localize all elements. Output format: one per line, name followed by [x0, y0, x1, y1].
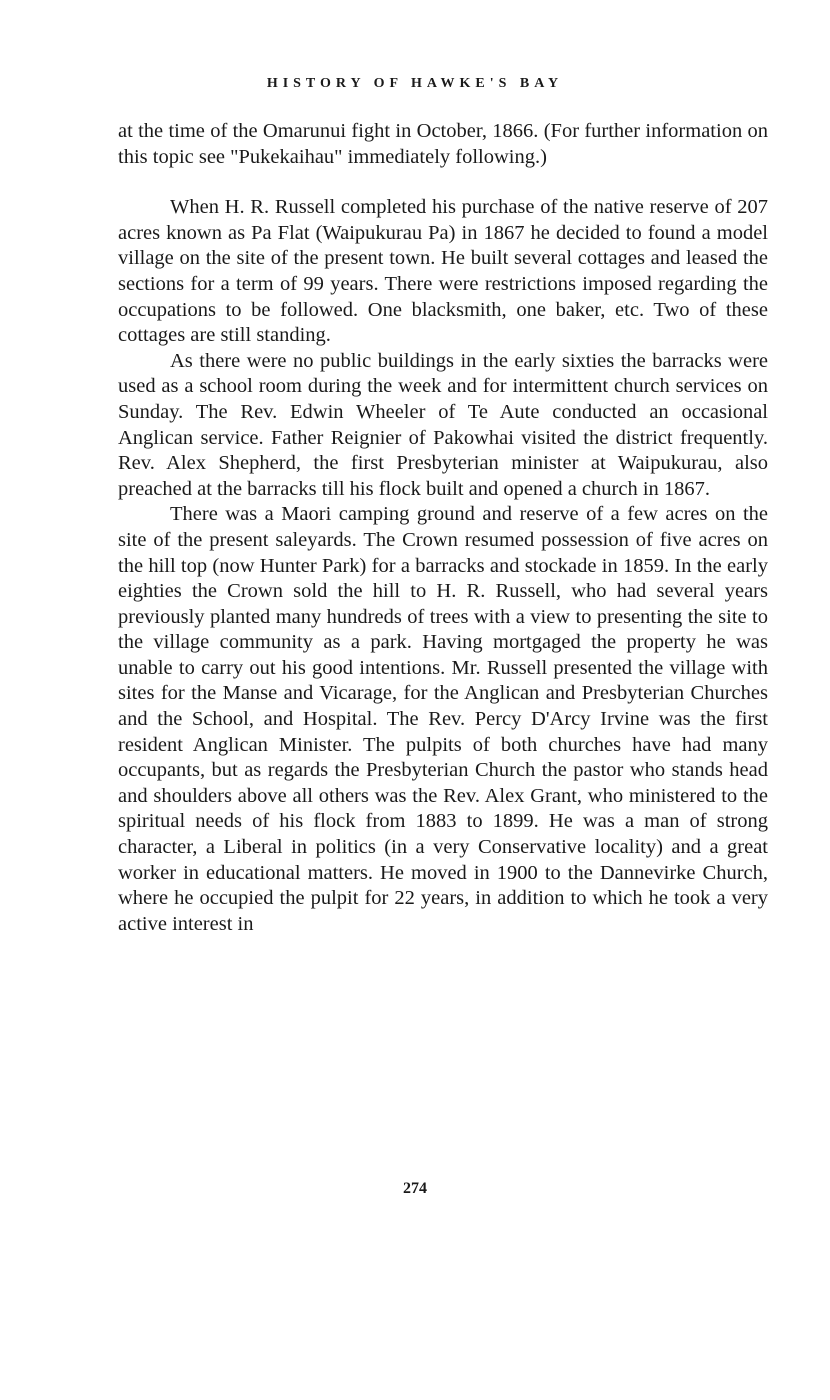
- paragraph-continuation: at the time of the Omarunui fight in October, 1866. (For further information on this topic see "Pukekaihau" immediately following.): [118, 120, 768, 168]
- paragraph-barracks-services: As there were no public buildings in the early sixties the barracks were used as a school room during the week and for intermittent church services on Sunday. The Rev. Edwin Wheeler of Te Aute conducted an occasional Anglican service. Father Reignier of Pakowhai visited the district frequently. Rev. Alex Shepherd, the first Presbyterian minister at Waipukurau, also preached at the barracks till his flock built and opened a church in 1867.: [118, 349, 768, 500]
- paragraph-maori-camping-ground: There was a Maori camping ground and reserve of a few acres on the site of the present saleyards. The Crown resumed possession of five acres on the hill top (now Hunter Park) for a barracks and stockade in 1859. In the early eighties the Crown sold the hill to H. R. Russell, who had several years previously planted many hundreds of trees with a view to presenting the site to the village community as a park. Having mortgaged the property he was unable to carry out his good intentions. Mr. Russell presented the village with sites for the Manse and Vicarage, for the Anglican and Presbyterian Churches and the School, and Hospital. The Rev. Percy D'Arcy Irvine was the first resident Anglican Minister. The pulpits of both churches have had many occupants, but as regards the Presbyterian Church the pastor who stands head and shoulders above all others was the Rev. Alex Grant, who ministered to the spiritual needs of his flock from 1883 to 1899. He was a man of strong character, a Liberal in politics (in a very Conservative locality) and a great worker in educational matters. He moved in 1900 to the Dannevirke Church, where he occupied the pulpit for 22 years, in addition to which he took a very active interest in: [118, 503, 768, 935]
- body-text: [118, 119, 768, 937]
- running-head: HISTORY OF HAWKE'S BAY: [266, 76, 564, 91]
- page-number: 274: [403, 1180, 427, 1197]
- paragraph-russell-village: When H. R. Russell completed his purchase of the native reserve of 207 acres known as Pa Flat (Waipukurau Pa) in 1867 he decided to found a model village on the site of the present town. He built several cottages and leased the sections for a term of 99 years. There were restrictions imposed regarding the occupations to be followed. One blacksmith, one baker, etc. Two of these cottages are still standing.: [118, 196, 768, 347]
